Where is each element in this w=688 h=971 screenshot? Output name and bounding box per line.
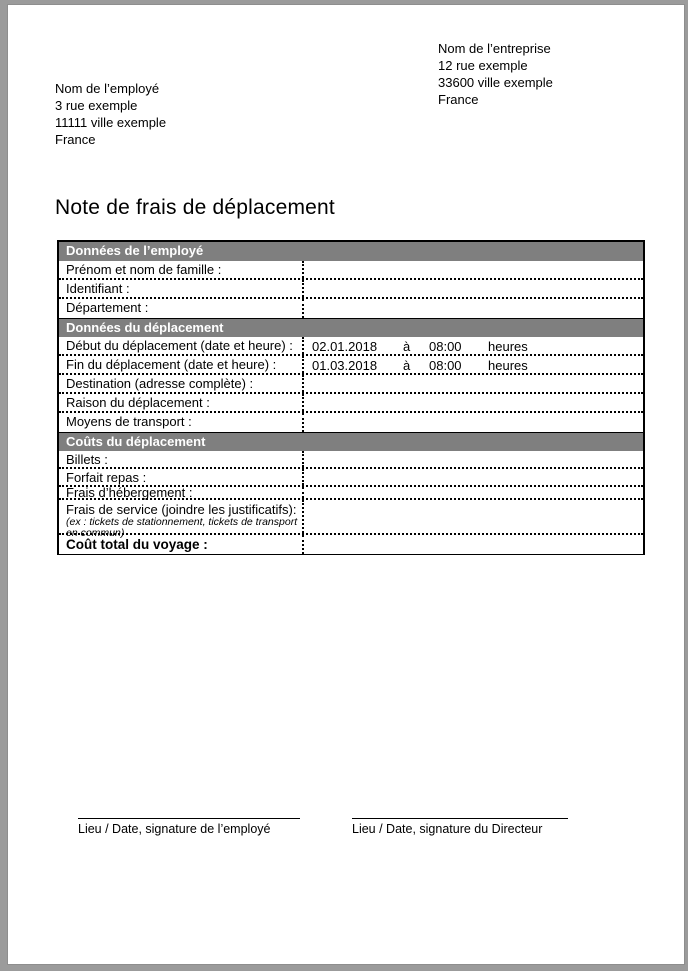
- signature-label-director: Lieu / Date, signature du Directeur: [352, 822, 543, 836]
- company-address-line: 33600 ville exemple: [438, 75, 553, 90]
- employee-address-line: 3 rue exemple: [55, 98, 138, 113]
- company-address-line: 12 rue exemple: [438, 58, 528, 73]
- row-value-field[interactable]: [304, 280, 643, 297]
- table-row: [59, 261, 643, 280]
- table-row: [59, 375, 643, 394]
- section-header-trip-costs: Coûts du déplacement: [59, 432, 643, 451]
- company-address-line: Nom de l’entreprise: [438, 41, 551, 56]
- table-row: [59, 280, 643, 299]
- row-value-field[interactable]: [304, 487, 643, 498]
- row-value-field[interactable]: [304, 500, 643, 533]
- date-time-separator: à: [403, 358, 411, 373]
- row-label: Forfait repas :: [59, 469, 304, 485]
- row-value-field[interactable]: [304, 261, 643, 278]
- page-title: Note de frais de déplacement: [55, 196, 335, 219]
- total-cost-label: Coût total du voyage :: [59, 535, 304, 554]
- table-row: [59, 451, 643, 469]
- trip-start-date: 02.01.2018: [312, 339, 378, 354]
- company-address-line: France: [438, 92, 479, 107]
- signature-label-employee: Lieu / Date, signature de l’employé: [78, 822, 271, 836]
- table-row: [59, 535, 643, 554]
- table-row: [59, 394, 643, 413]
- row-label: Fin du déplacement (date et heure) :: [59, 356, 304, 373]
- row-label: Billets :: [59, 451, 304, 467]
- row-value-field[interactable]: [304, 375, 643, 392]
- row-value-field[interactable]: [304, 413, 643, 432]
- time-unit-label: heures: [488, 339, 528, 354]
- employee-address-block: [55, 80, 166, 148]
- table-row: [59, 299, 643, 318]
- table-row: [59, 413, 643, 432]
- section-header-trip-data: Données du déplacement: [59, 318, 643, 337]
- document-page: [8, 5, 684, 964]
- row-label: Début du déplacement (date et heure) :: [59, 337, 304, 354]
- service-fees-label: Frais de service (joindre les justificatifs):: [66, 502, 297, 517]
- trip-end-date: 01.03.2018: [312, 358, 378, 373]
- time-unit-label: heures: [488, 358, 528, 373]
- row-label: Raison du déplacement :: [59, 394, 304, 411]
- employee-address-line: 11111 ville exemple: [55, 115, 167, 130]
- row-label: Identifiant :: [59, 280, 304, 297]
- table-row: [59, 487, 643, 500]
- employee-address-line: France: [55, 132, 96, 147]
- trip-end-value-field[interactable]: [304, 356, 643, 373]
- employee-address-line: Nom de l’employé: [55, 81, 160, 96]
- row-label: [59, 500, 304, 539]
- signature-line-employee: [78, 818, 300, 836]
- row-value-field[interactable]: [304, 299, 643, 318]
- row-value-field[interactable]: [304, 394, 643, 411]
- table-row: [59, 337, 643, 356]
- company-address-block: [438, 40, 553, 108]
- row-label: Destination (adresse complète) :: [59, 375, 304, 392]
- trip-end-time: 08:00: [429, 358, 462, 373]
- row-label: Prénom et nom de famille :: [59, 261, 304, 278]
- row-value-field[interactable]: [304, 469, 643, 485]
- section-header-employee-data: Données de l’employé: [59, 242, 643, 261]
- row-label: Moyens de transport :: [59, 413, 304, 432]
- service-fees-note: (ex : tickets de stationnement, tickets de transport en commun): [66, 516, 298, 539]
- expense-form-table: [57, 240, 645, 555]
- row-label: Frais d’hébergement :: [59, 487, 304, 498]
- signature-line-director: [352, 818, 568, 836]
- trip-start-time: 08:00: [429, 339, 462, 354]
- row-label: Département :: [59, 299, 304, 318]
- row-value-field[interactable]: [304, 451, 643, 467]
- trip-start-value-field[interactable]: [304, 337, 643, 354]
- table-row: [59, 356, 643, 375]
- row-value-field[interactable]: [304, 535, 643, 554]
- date-time-separator: à: [403, 339, 411, 354]
- table-row: [59, 500, 643, 539]
